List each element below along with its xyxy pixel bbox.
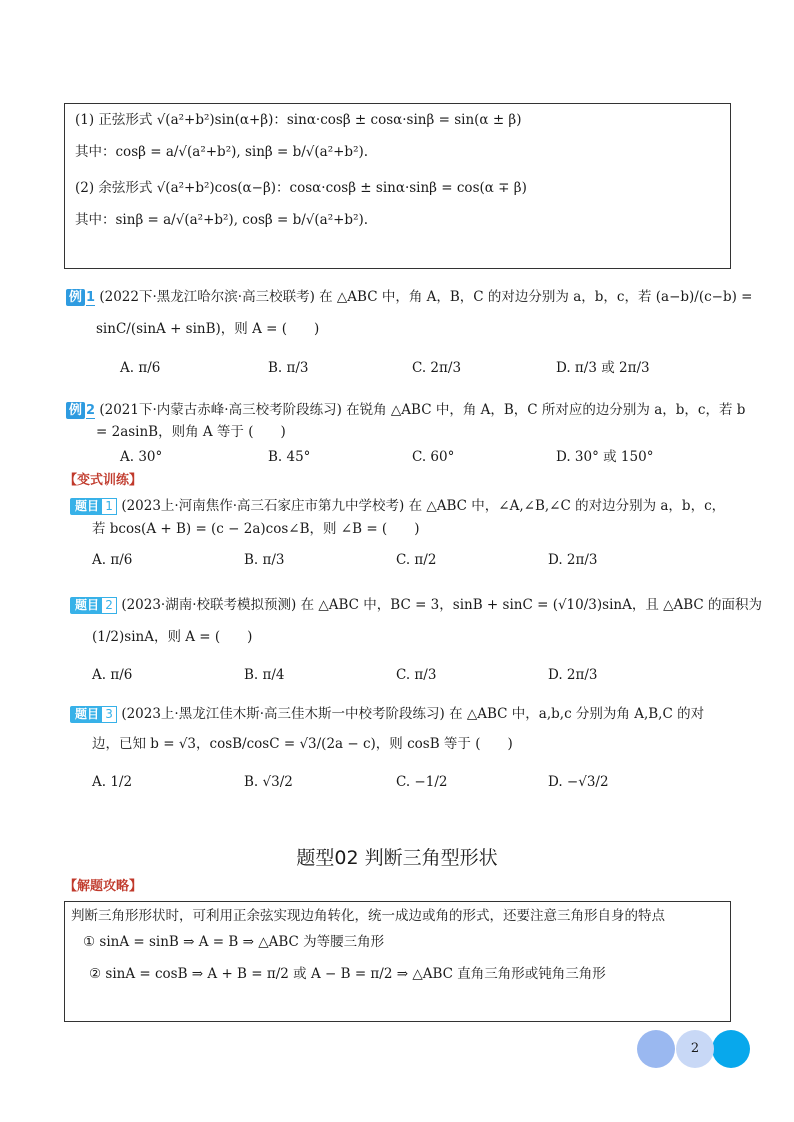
formula-line-1: (1) 正弦形式 √(a²+b²)sin(α+β)：sinα·cosβ ± cosα·sinβ = sin(α ± β) [75,112,522,128]
question-2-option-c[interactable]: C. π/3 [396,667,437,683]
example-number: 1 [86,290,96,305]
question-3-option-c[interactable]: C. −1/2 [396,774,448,790]
question-1-option-a[interactable]: A. π/6 [92,552,133,568]
example-2-text-1: (2021下·内蒙古赤峰·高三校考阶段练习) 在锐角 △ABC 中，角 A，B，C 所对应的边分别为 a，b，c，若 b [99,402,746,418]
example-2-option-c[interactable]: C. 60° [412,449,455,465]
question-2-line-2: (1/2)sinA，则 A = ( ) [92,629,253,645]
example-tag: 例 [66,289,85,306]
question-1-option-d[interactable]: D. 2π/3 [548,552,598,568]
example-1-option-b[interactable]: B. π/3 [268,360,309,376]
question-3-line-1 [70,704,704,724]
example-2-line-1 [66,400,745,421]
page-badge-right-circle [712,1030,750,1068]
page-number: 2 [676,1030,714,1068]
question-3-option-a[interactable]: A. 1/2 [92,774,133,790]
question-2-text-1: (2023·湖南·校联考模拟预测) 在 △ABC 中，BC = 3，sinB + sinC = (√10/3)sinA，且 △ABC 的面积为 [121,597,763,613]
example-1-option-a[interactable]: A. π/6 [120,360,161,376]
formula-line-2: 其中：cosβ = a/√(a²+b²), sinβ = b/√(a²+b²). [75,144,369,160]
question-2-option-d[interactable]: D. 2π/3 [548,667,598,683]
question-tag: 题目 [70,498,104,515]
example-1-text-1: (2022下·黑龙江哈尔滨·高三校联考) 在 △ABC 中，角 A，B，C 的对边分别为 a，b，c，若 (a−b)/(c−b) = [99,289,753,305]
question-1-option-b[interactable]: B. π/3 [244,552,285,568]
question-tag: 题目 [70,706,104,723]
section-title: 题型02 判断三角型形状 [296,847,498,869]
formula-box [64,103,731,269]
question-1-text-1: (2023上·河南焦作·高三石家庄市第九中学校考) 在 △ABC 中，∠A,∠B,∠C 的对边分别为 a，b，c， [121,498,726,514]
example-number: 2 [86,403,96,418]
question-3-line-2: 边，已知 b = √3，cosB/cosC = √3/(2a − c)，则 cosB 等于 ( ) [92,736,513,752]
example-2-option-b[interactable]: B. 45° [268,449,311,465]
question-3-option-b[interactable]: B. √3/2 [244,774,293,790]
strategy-line-1: 判断三角形形状时，可利用正余弦实现边角转化，统一成边或角的形式，还要注意三角形自身的特点 [71,908,665,924]
question-number: 1 [101,498,117,515]
question-1-line-1 [70,496,725,516]
question-1-option-c[interactable]: C. π/2 [396,552,437,568]
example-2-line-2: = 2asinB，则角 A 等于 ( ) [96,424,286,440]
page-badge-left-circle [637,1030,675,1068]
strategy-line-2: ① sinA = sinB ⇒ A = B ⇒ △ABC 为等腰三角形 [83,934,385,950]
question-1-line-2: 若 bcos(A + B) = (c − 2a)cos∠B，则 ∠B = ( ) [92,521,420,537]
example-1-line-2: sinC/(sinA + sinB)，则 A = ( ) [96,321,320,337]
example-1-option-d[interactable]: D. π/3 或 2π/3 [556,360,650,376]
strategy-box [64,901,731,1022]
question-number: 3 [101,706,117,723]
strategy-line-3: ② sinA = cosB ⇒ A + B = π/2 或 A − B = π/2 ⇒ △ABC 直角三角形或钝角三角形 [89,966,606,982]
question-2-option-a[interactable]: A. π/6 [92,667,133,683]
question-2-option-b[interactable]: B. π/4 [244,667,285,683]
formula-line-4: 其中：sinβ = a/√(a²+b²), cosβ = b/√(a²+b²). [75,212,369,228]
strategy-label: 【解题攻略】 [64,879,143,894]
question-3-text-1: (2023上·黑龙江佳木斯·高三佳木斯一中校考阶段练习) 在 △ABC 中，a,b,c 分别为角 A,B,C 的对 [121,706,705,722]
formula-line-3: (2) 余弦形式 √(a²+b²)cos(α−β)：cosα·cosβ ± sinα·sinβ = cos(α ∓ β) [75,180,527,196]
question-tag: 题目 [70,597,104,614]
example-2-option-a[interactable]: A. 30° [120,449,163,465]
question-2-line-1 [70,595,762,615]
example-1-line-1 [66,287,753,308]
example-1-option-c[interactable]: C. 2π/3 [412,360,462,376]
question-number: 2 [101,597,117,614]
example-tag: 例 [66,402,85,419]
question-3-option-d[interactable]: D. −√3/2 [548,774,609,790]
example-2-option-d[interactable]: D. 30° 或 150° [556,449,654,465]
variant-training-label: 【变式训练】 [64,473,143,488]
